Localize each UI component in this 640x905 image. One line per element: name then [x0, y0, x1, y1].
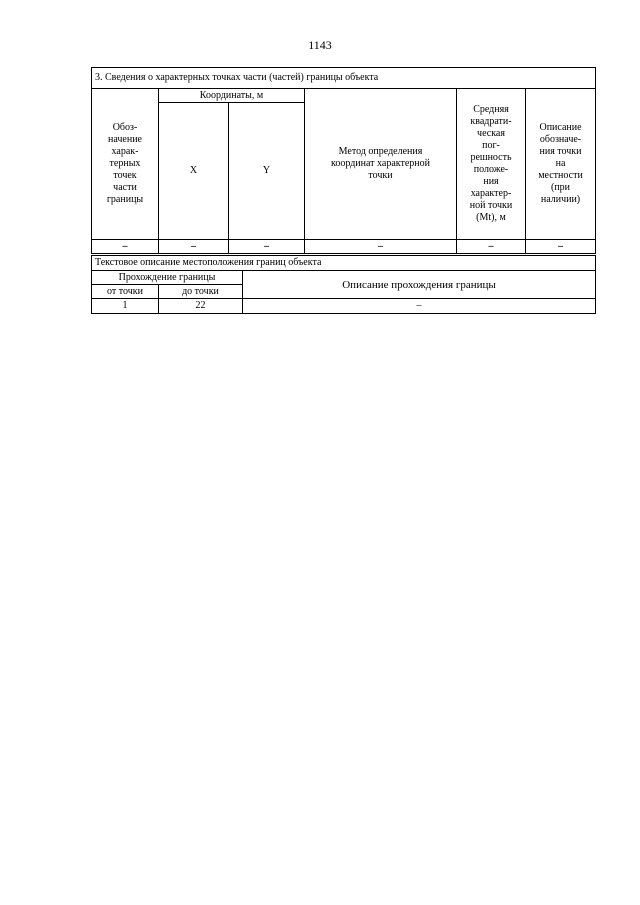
- passage-header: Прохождение границы: [92, 271, 243, 285]
- designation-header: Обоз- начение харак- терных точек части границы: [92, 89, 159, 240]
- characteristic-points-table: [91, 67, 596, 254]
- method-header: Метод определения координат характерной точки: [305, 89, 457, 240]
- boundary-description-table: [91, 255, 596, 314]
- from-point-value: 1: [92, 299, 159, 314]
- table-cell: –: [457, 240, 526, 254]
- text-description-title: Текстовое описание местоположения границ объекта: [92, 256, 596, 271]
- table-cell: –: [229, 240, 305, 254]
- table-row: [92, 240, 596, 254]
- to-point-header: до точки: [159, 285, 243, 299]
- table-cell: –: [92, 240, 159, 254]
- table-cell: –: [526, 240, 596, 254]
- x-header: X: [159, 103, 229, 240]
- from-point-header: от точки: [92, 285, 159, 299]
- description-header: Описание обозначе- ния точки на местности (при наличии): [526, 89, 596, 240]
- table-cell: –: [305, 240, 457, 254]
- page-number: 1143: [308, 38, 332, 52]
- description-passage-header: Описание прохождения границы: [243, 271, 596, 299]
- accuracy-header: Средняя квадрати- ческая пог- решность положе- ния характер- ной точки (Mt), м: [457, 89, 526, 240]
- table-cell: –: [159, 240, 229, 254]
- y-header: Y: [229, 103, 305, 240]
- coordinates-header: Координаты, м: [159, 89, 305, 103]
- to-point-value: 22: [159, 299, 243, 314]
- passage-description-value: –: [243, 299, 596, 314]
- table-row: [92, 299, 596, 314]
- section-title: 3. Сведения о характерных точках части (частей) границы объекта: [92, 68, 596, 89]
